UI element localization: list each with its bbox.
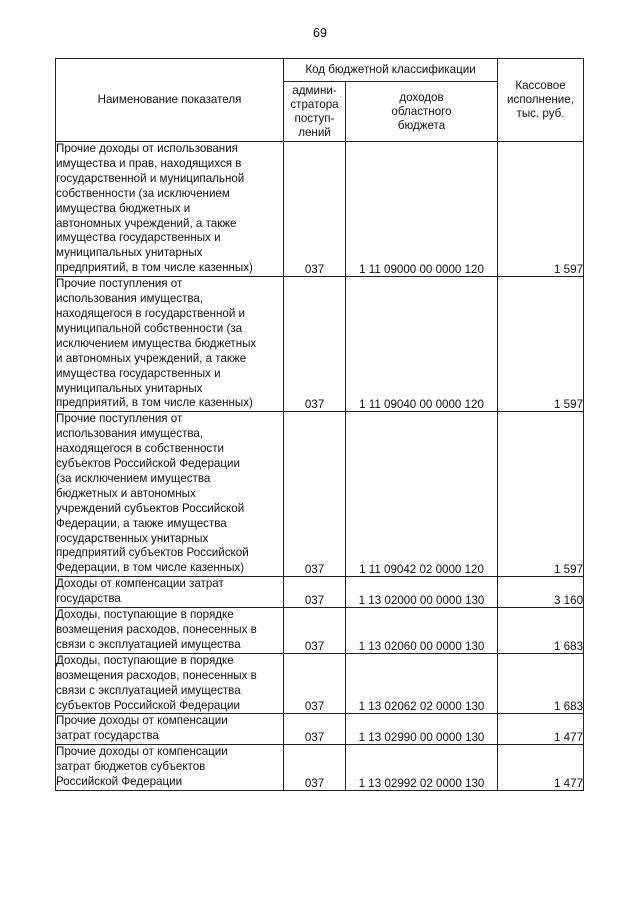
table-row <box>56 714 584 745</box>
table-row <box>56 653 584 714</box>
text-line: связи с эксплуатацией имущества <box>56 683 241 697</box>
text-line: и автономных учреждений, а также <box>56 351 247 365</box>
table-row <box>56 577 584 608</box>
indicator-name <box>56 714 284 745</box>
classification-code: 1 11 09042 02 0000 120 <box>346 412 498 577</box>
administrator-code: 037 <box>284 608 346 654</box>
text-line: Доходы, поступающие в порядке <box>56 608 234 622</box>
administrator-code: 037 <box>284 714 346 745</box>
header-revenue <box>346 82 498 142</box>
text-line: бюджета <box>397 118 446 132</box>
text-line: собственности (за исключением <box>56 186 230 200</box>
budget-table <box>55 58 584 791</box>
text-line: бюджетных и автономных <box>56 486 196 500</box>
indicator-name <box>56 277 284 412</box>
indicator-name <box>56 577 284 608</box>
indicator-name <box>56 412 284 577</box>
text-line: Кассовое <box>515 79 566 92</box>
classification-code: 1 11 09000 00 0000 120 <box>346 142 498 277</box>
table-row <box>56 608 584 654</box>
text-line: использования имущества, <box>56 292 204 306</box>
text-line: государственной и муниципальной <box>56 171 245 185</box>
text-line: находящегося в государственной и <box>56 306 246 320</box>
classification-code: 1 13 02992 02 0000 130 <box>346 745 498 791</box>
table-row <box>56 745 584 791</box>
administrator-code: 037 <box>284 653 346 714</box>
administrator-code: 037 <box>284 577 346 608</box>
text-line: возмещения расходов, понесенных в <box>56 668 257 682</box>
text-line: предприятий субъектов Российской <box>56 546 249 560</box>
classification-code: 1 11 09040 00 0000 120 <box>346 277 498 412</box>
text-line: областного <box>391 104 452 118</box>
text-line: муниципальных унитарных <box>56 381 203 395</box>
indicator-name <box>56 653 284 714</box>
text-line: (за исключением имущества <box>56 471 211 485</box>
text-line: Прочие доходы от компенсации <box>56 714 228 728</box>
administrator-code: 037 <box>284 745 346 791</box>
text-line: возмещения расходов, понесенных в <box>56 623 257 636</box>
text-line: доходов <box>399 90 444 104</box>
text-line: предприятий, в том числе казенных) <box>56 261 253 275</box>
text-line: затрат государства <box>56 729 159 743</box>
text-line: поступ- <box>294 111 335 125</box>
text-line: субъектов Российской Федерации <box>56 698 240 712</box>
text-line: предприятий, в том числе казенных) <box>56 396 253 410</box>
text-line: муниципальной собственности (за <box>56 321 243 335</box>
text-line: имущества государственных и <box>56 366 221 380</box>
text-line: имущества государственных и <box>56 231 221 245</box>
header-name: Наименование показателя <box>56 59 284 142</box>
cash-execution-amount: 1 597 <box>498 412 584 577</box>
indicator-name <box>56 608 284 654</box>
text-line: Федерации, в том числе казенных) <box>56 561 245 575</box>
text-line: Российской Федерации <box>56 775 183 789</box>
text-line: использования имущества, <box>56 427 204 441</box>
header-administrator <box>284 82 346 142</box>
header-classification: Код бюджетной классификации <box>284 59 498 82</box>
cash-execution-amount: 3 160 <box>498 577 584 608</box>
text-line: находящегося в собственности <box>56 442 225 456</box>
administrator-code: 037 <box>284 412 346 577</box>
cash-execution-amount: 1 597 <box>498 277 584 412</box>
table-row <box>56 412 584 577</box>
text-line: Прочие доходы от компенсации <box>56 745 228 759</box>
table-body <box>56 142 584 791</box>
text-line: Прочие поступления от <box>56 277 183 291</box>
text-line: Прочие поступления от <box>56 412 183 426</box>
text-line: стратора <box>290 97 339 111</box>
text-line: имущества и прав, находящихся в <box>56 156 242 170</box>
indicator-name <box>56 142 284 277</box>
text-line: государства <box>56 592 121 606</box>
text-line: государственных унитарных <box>56 531 209 545</box>
text-line: исполнение, <box>507 93 574 106</box>
text-line: затрат бюджетов субъектов <box>56 760 206 774</box>
cash-execution-amount: 1 683 <box>498 653 584 714</box>
text-line: админи- <box>292 83 337 97</box>
text-line: автономных учреждений, а также <box>56 216 237 230</box>
text-line: Прочие доходы от использования <box>56 142 238 155</box>
cash-execution-amount: 1 477 <box>498 714 584 745</box>
administrator-code: 037 <box>284 277 346 412</box>
text-line: исключением имущества бюджетных <box>56 336 257 350</box>
text-line: субъектов Российской Федерации <box>56 457 240 471</box>
administrator-code: 037 <box>284 142 346 277</box>
text-line: Федерации, а также имущества <box>56 516 227 530</box>
table-header <box>56 59 584 142</box>
cash-execution-amount: 1 477 <box>498 745 584 791</box>
text-line: учреждений субъектов Российской <box>56 501 245 515</box>
classification-code: 1 13 02000 00 0000 130 <box>346 577 498 608</box>
classification-code: 1 13 02990 00 0000 130 <box>346 714 498 745</box>
classification-code: 1 13 02060 00 0000 130 <box>346 608 498 654</box>
text-line: имущества бюджетных и <box>56 201 191 215</box>
classification-code: 1 13 02062 02 0000 130 <box>346 653 498 714</box>
cash-execution-amount: 1 597 <box>498 142 584 277</box>
text-line: Доходы от компенсации затрат <box>56 577 224 591</box>
text-line: лений <box>298 125 331 139</box>
text-line: тыс. руб. <box>516 107 565 120</box>
text-line: Доходы, поступающие в порядке <box>56 653 234 667</box>
cash-execution-amount: 1 683 <box>498 608 584 654</box>
header-cash-execution <box>498 59 584 142</box>
text-line: связи с эксплуатацией имущества <box>56 637 241 651</box>
text-line: муниципальных унитарных <box>56 246 203 260</box>
table-row <box>56 277 584 412</box>
table-row <box>56 142 584 277</box>
page-number: 69 <box>313 26 327 40</box>
indicator-name <box>56 745 284 791</box>
